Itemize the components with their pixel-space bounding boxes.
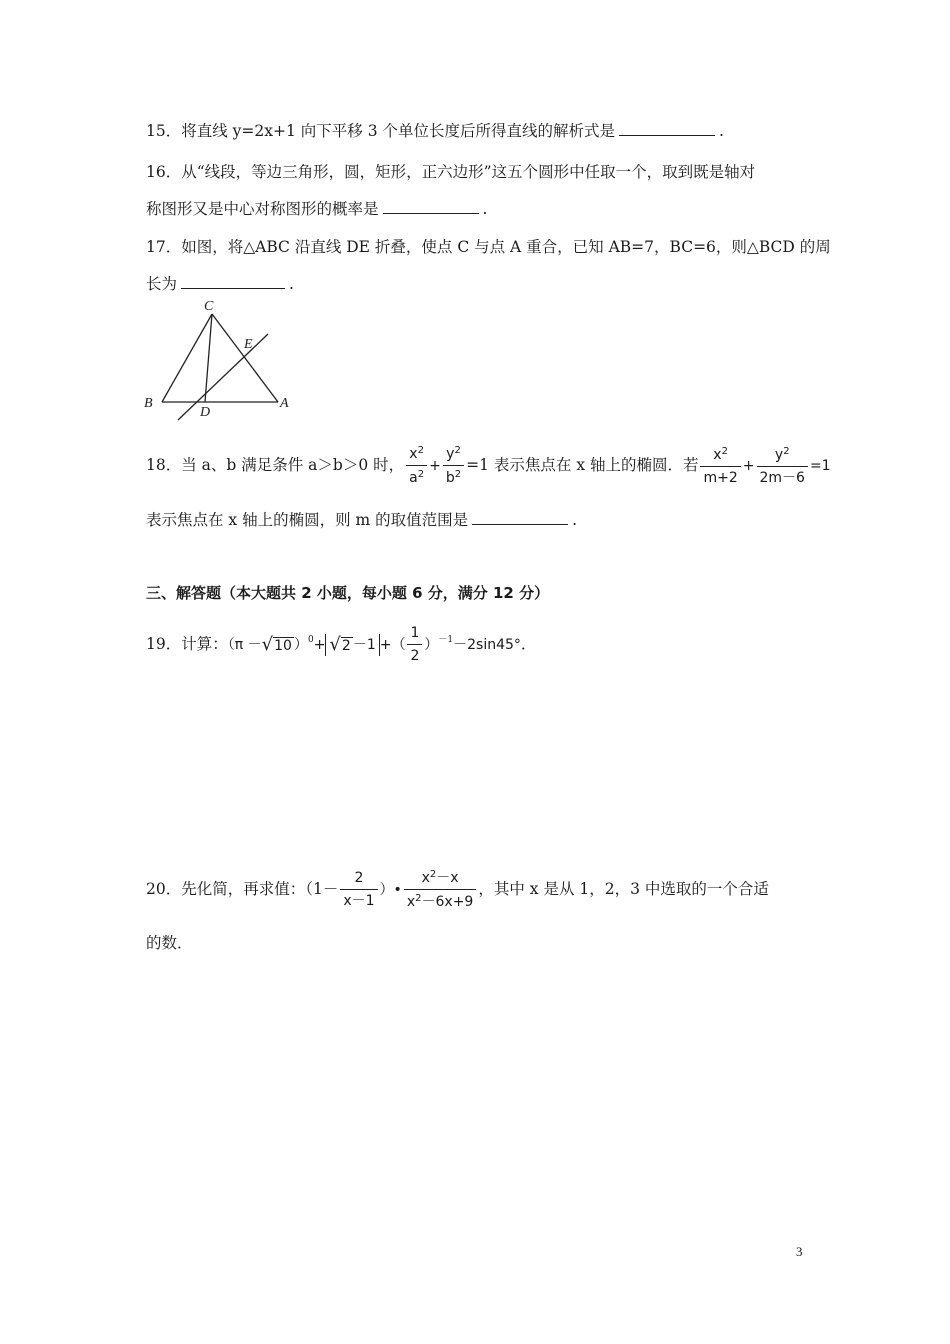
q19-tail: －2sin45°: [453, 637, 521, 653]
label-b: B: [144, 396, 153, 411]
question-18-line1: [146, 441, 831, 489]
sqrt-2: √ 2: [329, 634, 351, 655]
q16-text2: 称图形又是中心对称图形的概率是: [146, 200, 379, 218]
label-a: A: [280, 396, 289, 411]
q17-text1: 如图，将△ABC 沿直线 DE 折叠，使点 C 与点 A 重合，已知 AB=7，BC=6，则△BCD 的周: [181, 238, 831, 256]
q17-end: .: [289, 275, 294, 293]
q16-end: .: [482, 200, 488, 218]
fraction-2-over-x-minus-1: $\frac{2}{x-1}$: [340, 871, 377, 908]
question-17-line2: [146, 277, 294, 293]
q20-text1: ，其中 x 是从 1，2，3 中选取的一个合适: [478, 880, 769, 898]
question-20-line2: [146, 936, 193, 952]
q15-text: 将直线 y=2x+1 向下平移 3 个单位长度后所得直线的解析式是: [181, 122, 616, 140]
q17-number: 17．: [146, 238, 182, 256]
q20-text2: 的数．: [146, 934, 193, 952]
q19-plus1: +: [313, 637, 326, 653]
q19-end: ．: [520, 635, 537, 653]
label-c: C: [204, 299, 214, 314]
fraction-y2-2m6: $\frac{y^2}{2m-6}$: [757, 447, 808, 485]
q15-answer-blank: [619, 134, 715, 136]
question-16-line2: [146, 202, 487, 218]
fraction-one-half: $\frac{1}{2}$: [407, 626, 422, 663]
question-17-line1: [146, 240, 831, 256]
fraction-x2-a2: $\frac{x^2}{a^2}$: [406, 446, 427, 485]
q20-label: 先化简，再求值：（1－: [181, 880, 339, 898]
fraction-y2-b2: $\frac{y^2}{b^2}$: [443, 446, 464, 485]
segment-ca: [212, 314, 278, 402]
q18-mid: =1 表示焦点在 x 轴上的椭圆．若: [466, 456, 699, 474]
q18-text1: 当 a、b 满足条件 a＞b＞0 时，: [181, 456, 405, 474]
q18-plus2: +: [742, 458, 755, 474]
q16-number: 16．: [146, 163, 182, 181]
q19-plus2: +（: [379, 637, 406, 653]
q20-close: ）•: [379, 882, 402, 898]
q19-exp-zero: 0: [307, 635, 314, 645]
question-18-line2: [146, 513, 577, 529]
label-d: D: [200, 405, 211, 420]
q19-exp-neg1: －1: [438, 635, 454, 645]
page-number: 3: [796, 1244, 803, 1259]
q16-text1: 从“线段，等边三角形，圆，矩形，正六边形”这五个圆形中任取一个，取到既是轴对: [181, 163, 756, 181]
q15-end: .: [719, 122, 724, 140]
q18-number: 18．: [146, 456, 182, 474]
question-19: [146, 620, 537, 664]
question-15: [146, 124, 724, 140]
q19-number: 19．: [146, 635, 182, 653]
label-e: E: [244, 337, 253, 352]
question-20-line1: [146, 863, 769, 915]
absolute-value-sqrt2-minus-1: √ 2 －1: [325, 634, 379, 656]
question-16-line1: [146, 165, 755, 181]
q18-eq1: =1: [809, 458, 831, 474]
fraction-x2-minus-x-over-quadratic: $\frac{x^2-x}{x^2-6x+9}$: [404, 870, 477, 909]
q19-close-zero: ）: [293, 637, 308, 653]
q17-text2: 长为: [146, 275, 178, 293]
q19-close-neg: ）: [424, 637, 439, 653]
q18-end: .: [572, 511, 578, 529]
triangle-figure: [140, 296, 300, 422]
q19-open: （π －: [227, 637, 262, 653]
q19-label: 计算：: [181, 635, 228, 653]
q17-answer-blank: [181, 287, 285, 289]
fraction-x2-m2: $\frac{x^2}{m+2}$: [700, 447, 740, 485]
q18-plus: +: [429, 458, 441, 474]
q18-text2: 表示焦点在 x 轴上的椭圆，则 m 的取值范围是: [146, 511, 469, 529]
sqrt-10: √ 10: [261, 634, 292, 655]
q18-answer-blank: [472, 523, 568, 525]
fold-line-de: [178, 334, 268, 420]
q20-number: 20．: [146, 880, 182, 898]
q15-number: 15．: [146, 122, 182, 140]
section-3-title: 三、解答题（本大题共 2 小题，每小题 6 分，满分 12 分）: [146, 584, 550, 602]
segment-bc: [162, 314, 212, 402]
q16-answer-blank: [383, 212, 479, 214]
